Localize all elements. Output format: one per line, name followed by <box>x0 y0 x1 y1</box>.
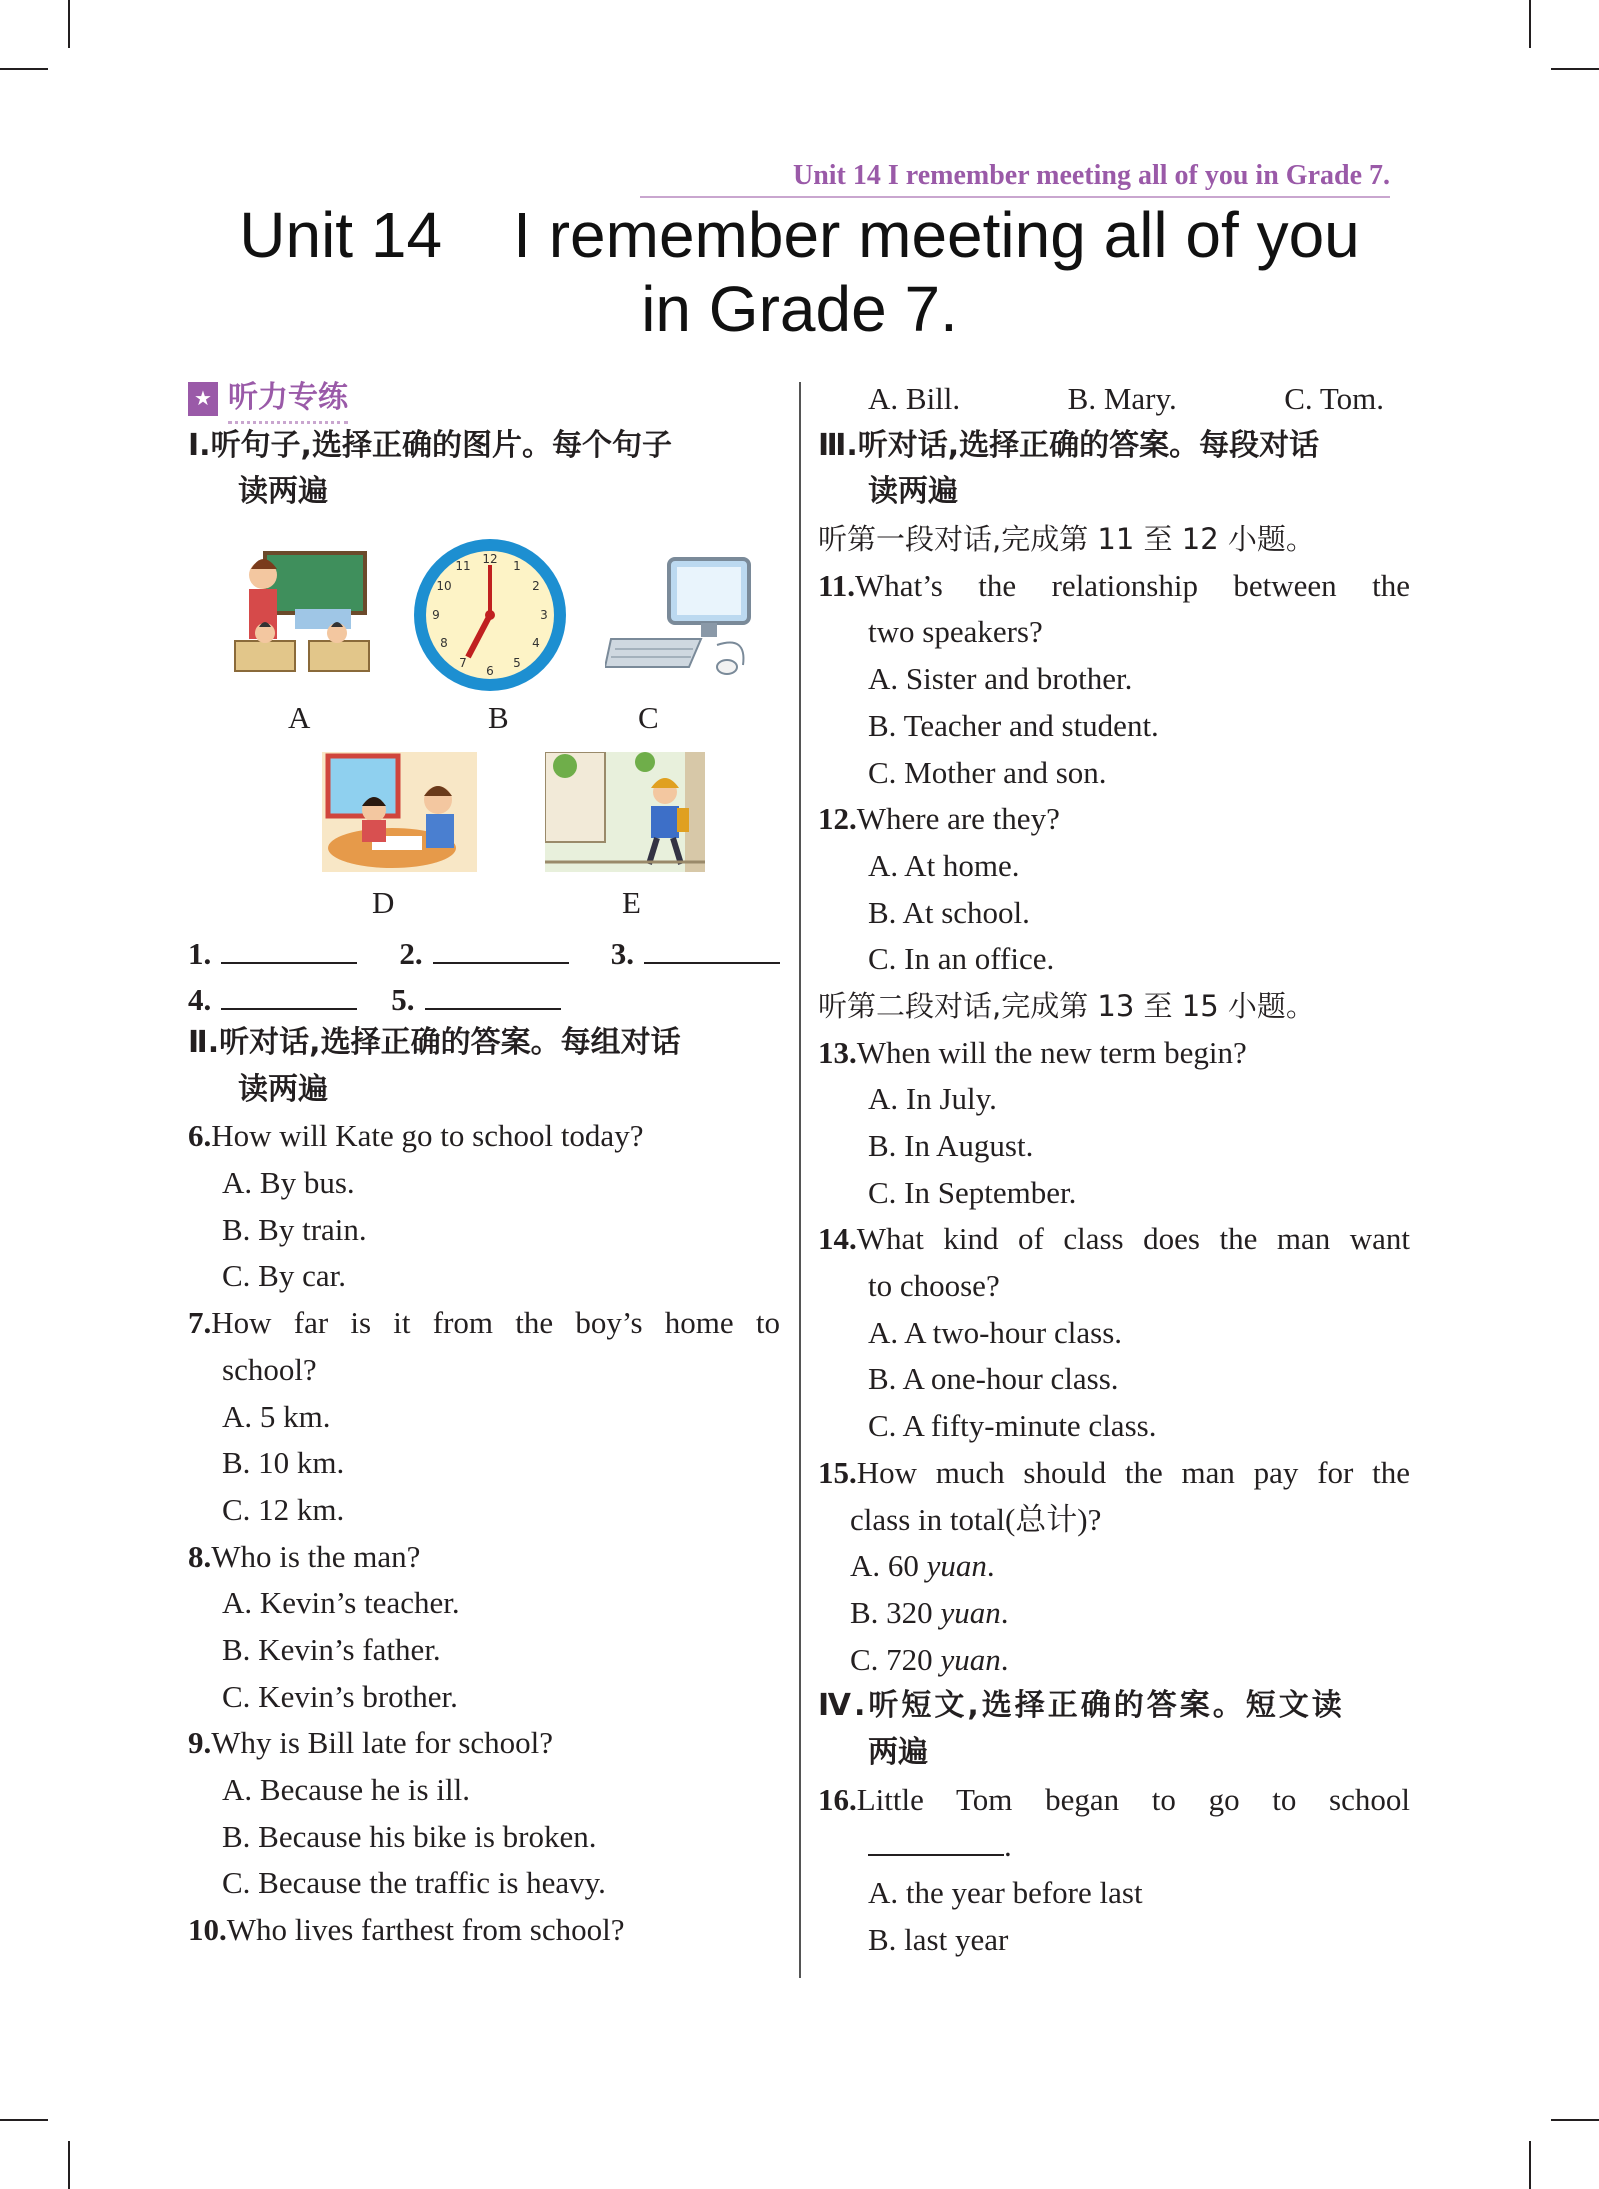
answer-blank-1[interactable]: 1. <box>188 932 357 972</box>
section-3-part-2: 听第二段对话,完成第 13 至 15 小题。 <box>818 988 1315 1023</box>
svg-text:5: 5 <box>513 656 521 670</box>
svg-text:7: 7 <box>459 656 467 670</box>
option-9c[interactable]: C. Because the traffic is heavy. <box>222 1865 606 1901</box>
section-4-heading: Ⅳ.听短文,选择正确的答案。短文读 <box>818 1688 1345 1724</box>
section-3-heading-cont: 读两遍 <box>868 474 958 510</box>
picture-label-b: B <box>488 700 509 735</box>
section-3-part-1: 听第一段对话,完成第 11 至 12 小题。 <box>818 522 1315 557</box>
option-15c[interactable]: C. 720 yuan. <box>850 1641 1009 1677</box>
option-12b[interactable]: B. At school. <box>868 894 1030 930</box>
section-1-heading-cont: 读两遍 <box>238 474 328 510</box>
question-10-options <box>818 376 1410 423</box>
answer-blank-5[interactable]: 5. <box>391 978 560 1018</box>
question-11: 11. What’s the relationship between the <box>818 567 1410 603</box>
option-6c[interactable]: C. By car. <box>222 1258 346 1294</box>
option-12c[interactable]: C. In an office. <box>868 941 1055 977</box>
option-9a[interactable]: A. Because he is ill. <box>222 1772 470 1807</box>
question-16: 16. Little Tom began to go to school <box>818 1781 1410 1817</box>
page-title <box>0 198 1599 346</box>
question-14-cont: to choose? <box>868 1268 1000 1304</box>
crop-mark <box>1529 2141 1531 2189</box>
picture-d-homework <box>322 752 477 872</box>
option-14b[interactable]: B. A one-hour class. <box>868 1361 1119 1397</box>
section-1-heading: Ⅰ.听句子,选择正确的图片。每个句子 <box>188 427 672 463</box>
answer-blank-3[interactable]: 3. <box>611 932 780 972</box>
option-13b[interactable]: B. In August. <box>868 1128 1034 1163</box>
question-12: 12.Where are they? <box>818 801 1060 837</box>
question-13: 13.When will the new term begin? <box>818 1034 1247 1070</box>
option-10c[interactable]: C. Tom. <box>1284 381 1384 416</box>
picture-e-walking <box>545 752 705 872</box>
section-4-heading-cont: 两遍 <box>868 1734 928 1770</box>
answer-blanks-row-2 <box>188 978 561 1018</box>
question-11-cont: two speakers? <box>868 614 1043 650</box>
option-13a[interactable]: A. In July. <box>868 1081 997 1117</box>
svg-text:8: 8 <box>440 636 448 650</box>
question-14: 14. What kind of class does the man want <box>818 1221 1410 1257</box>
option-10a[interactable]: A. Bill. <box>868 381 961 416</box>
crop-mark <box>68 2141 70 2189</box>
picture-c-computer <box>605 555 765 680</box>
crop-mark <box>0 68 48 70</box>
svg-text:6: 6 <box>486 664 494 678</box>
question-6: 6.How will Kate go to school today? <box>188 1118 644 1154</box>
picture-a-classroom <box>225 545 375 685</box>
left-column <box>188 376 780 516</box>
section-banner <box>188 376 780 423</box>
option-6a[interactable]: A. By bus. <box>222 1165 355 1201</box>
option-7c[interactable]: C. 12 km. <box>222 1491 345 1527</box>
svg-text:3: 3 <box>540 608 548 622</box>
question-8: 8.Who is the man? <box>188 1538 421 1574</box>
star-icon: ★ <box>188 382 218 416</box>
question-9: 9.Why is Bill late for school? <box>188 1725 554 1761</box>
option-11a[interactable]: A. Sister and brother. <box>868 661 1133 697</box>
svg-text:4: 4 <box>532 636 540 650</box>
answer-blank-2[interactable]: 2. <box>399 932 568 972</box>
running-header: Unit 14 I remember meeting all of you in Grade 7. <box>640 160 1390 198</box>
column-divider <box>799 382 801 1978</box>
crop-mark <box>1529 0 1531 48</box>
picture-label-e: E <box>622 885 641 920</box>
section-2-heading-cont: 读两遍 <box>238 1071 328 1107</box>
picture-label-d: D <box>372 885 395 920</box>
option-10b[interactable]: B. Mary. <box>1067 381 1177 416</box>
right-column <box>818 376 1410 1963</box>
section-3-heading: Ⅲ.听对话,选择正确的答案。每段对话 <box>818 427 1320 463</box>
svg-text:12: 12 <box>482 552 498 566</box>
crop-mark <box>68 0 70 48</box>
answer-blank-4[interactable]: 4. <box>188 978 357 1018</box>
question-16-blank[interactable]: . <box>818 1823 1410 1870</box>
option-12a[interactable]: A. At home. <box>868 847 1020 883</box>
option-16b[interactable]: B. last year <box>868 1921 1009 1957</box>
svg-text:1: 1 <box>513 559 521 573</box>
option-6b[interactable]: B. By train. <box>222 1211 367 1247</box>
picture-label-a: A <box>288 700 311 735</box>
title-line-2: in Grade 7. <box>641 273 958 345</box>
question-15: 15. How much should the man pay for the <box>818 1454 1410 1490</box>
option-13c[interactable]: C. In September. <box>868 1174 1077 1210</box>
picture-b-clock <box>410 535 570 695</box>
crop-mark <box>0 2119 48 2121</box>
crop-mark <box>1551 68 1599 70</box>
crop-mark <box>1551 2119 1599 2121</box>
option-11b[interactable]: B. Teacher and student. <box>868 707 1159 743</box>
banner-title: 听力专练 <box>228 375 348 425</box>
option-7b[interactable]: B. 10 km. <box>222 1445 345 1481</box>
option-9b[interactable]: B. Because his bike is broken. <box>222 1818 597 1854</box>
option-8c[interactable]: C. Kevin’s brother. <box>222 1678 458 1714</box>
answer-blanks-row-1 <box>188 932 780 972</box>
title-line-1: Unit 14 I remember meeting all of you <box>239 199 1360 271</box>
left-column-questions <box>188 1020 780 1954</box>
option-7a[interactable]: A. 5 km. <box>222 1398 331 1434</box>
question-15-cont: class in total(总计)? <box>850 1501 1102 1537</box>
picture-label-c: C <box>638 700 659 735</box>
svg-text:11: 11 <box>455 559 471 573</box>
option-8a[interactable]: A. Kevin’s teacher. <box>222 1585 460 1621</box>
option-14c[interactable]: C. A fifty-minute class. <box>868 1408 1157 1444</box>
section-2-heading: Ⅱ.听对话,选择正确的答案。每组对话 <box>188 1025 681 1060</box>
svg-text:9: 9 <box>432 608 440 622</box>
question-7-cont: school? <box>222 1351 317 1387</box>
option-11c[interactable]: C. Mother and son. <box>868 754 1107 790</box>
option-16a[interactable]: A. the year before last <box>868 1875 1143 1910</box>
question-7: 7. How far is it from the boy’s home to <box>188 1305 780 1341</box>
option-15b[interactable]: B. 320 yuan. <box>850 1594 1009 1630</box>
option-14a[interactable]: A. A two-hour class. <box>868 1314 1123 1350</box>
svg-text:2: 2 <box>532 579 540 593</box>
question-10: 10.Who lives farthest from school? <box>188 1912 625 1948</box>
svg-text:10: 10 <box>436 579 452 593</box>
option-8b[interactable]: B. Kevin’s father. <box>222 1631 441 1667</box>
option-15a[interactable]: A. 60 yuan. <box>850 1548 995 1584</box>
